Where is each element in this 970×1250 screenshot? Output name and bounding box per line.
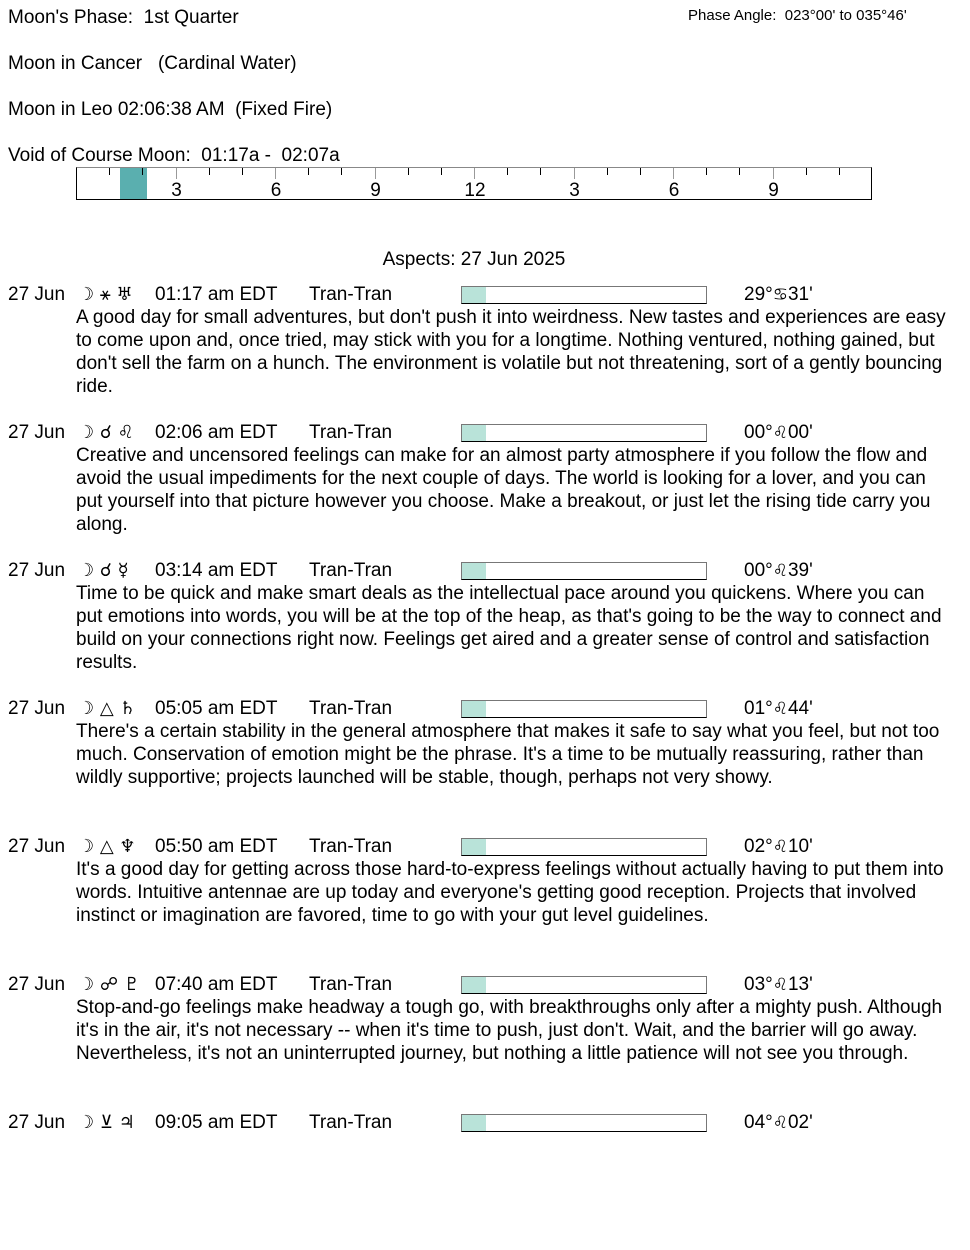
aspect-strength-bar <box>461 838 707 856</box>
aspect-degree: 00° <box>744 560 773 581</box>
aspect-minutes: 00' <box>787 422 813 443</box>
aspect-time: 05:05 am EDT <box>155 698 278 719</box>
zodiac-sign-icon: ♌ <box>772 423 788 443</box>
zodiac-sign-icon: ♌ <box>772 699 788 719</box>
aspect-minutes: 31' <box>787 284 813 305</box>
aspect-degree: 03° <box>744 974 773 995</box>
timeline-tick <box>308 168 309 175</box>
timeline-hour-label: 6 <box>668 180 680 201</box>
moon-ingress: Moon in Leo 02:06:38 AM (Fixed Fire) <box>8 99 333 120</box>
aspect-entry <box>0 284 960 422</box>
aspect-description: Creative and uncensored feelings can make for an almost party atmosphere if you follow the flow and avoid the usual impediments for the next couple of days. The world is looking for a lover, and you can put yourself into that picture however you choose. Make a breakout, or just let the rising tide carry you along. <box>76 445 931 535</box>
zodiac-sign-icon: ♌ <box>772 975 788 995</box>
timeline-tick <box>640 168 641 175</box>
timeline-tick <box>474 168 475 179</box>
aspect-strength-fill <box>462 425 486 441</box>
timeline-tick <box>773 168 774 179</box>
aspect-strength-bar <box>461 286 707 304</box>
aspect-description: Time to be quick and make smart deals as the intellectual pace around you quickens. Where you can put emotions into words, you will be at the top of the heap, as that's going to be the way to connect and build on your connections right now. Feelings get aired and a greater sense of control and satisfaction results. <box>76 583 942 673</box>
moon-phase: Moon's Phase: 1st Quarter <box>8 7 239 28</box>
aspect-date: 27 Jun <box>8 422 66 443</box>
aspect-strength-bar <box>461 1114 707 1132</box>
timeline-tick <box>142 168 143 175</box>
aspect-position <box>744 836 813 858</box>
aspect-strength-bar <box>461 424 707 442</box>
aspect-type: Tran-Tran <box>309 1112 393 1133</box>
aspect-strength-fill <box>462 563 486 579</box>
aspect-strength-bar <box>461 700 707 718</box>
timeline-tick <box>673 168 674 179</box>
timeline-tick <box>739 168 740 175</box>
aspect-degree: 02° <box>744 836 773 857</box>
aspect-degree: 00° <box>744 422 773 443</box>
aspect-description: It's a good day for getting across those hard-to-express feelings without actually having to put them into words. Intuitive antennae are up today and everyone's getting good reception. Projects that involved instinct or imagination are favored, time to go with your gut level guidelines. <box>76 859 944 926</box>
aspect-date: 27 Jun <box>8 560 66 581</box>
zodiac-sign-icon: ♌ <box>772 561 788 581</box>
aspect-description: A good day for small adventures, but don't push it into weirdness. New tastes and experiences are easy to come upon and, once tried, may stick with you for a longtime. Nothing ventured, nothing gained, but don't sell the farm on a hunch. The environment is volatile but not threatening, sort of a gently bouncing ride. <box>76 307 946 397</box>
timeline-tick <box>706 168 707 175</box>
timeline-tick <box>607 168 608 175</box>
aspect-time: 07:40 am EDT <box>155 974 278 995</box>
aspect-strength-fill <box>462 977 486 993</box>
aspect-position <box>744 698 813 720</box>
aspect-type: Tran-Tran <box>309 422 393 443</box>
aspect-strength-bar <box>461 562 707 580</box>
aspect-entry <box>0 698 960 836</box>
aspect-strength-fill <box>462 1115 486 1131</box>
aspect-minutes: 39' <box>787 560 813 581</box>
timeline-tick <box>176 168 177 179</box>
aspect-position <box>744 284 813 306</box>
aspect-minutes: 13' <box>787 974 813 995</box>
void-of-course: Void of Course Moon: 01:17a - 02:07a <box>8 145 340 166</box>
timeline-tick <box>507 168 508 175</box>
timeline-hour-label: 9 <box>370 180 381 201</box>
aspect-degree: 04° <box>744 1112 773 1133</box>
aspect-entry <box>0 1112 960 1250</box>
timeline-tick <box>275 168 276 179</box>
aspect-time: 02:06 am EDT <box>155 422 278 443</box>
phase-angle: Phase Angle: 023°00' to 035°46' <box>688 7 907 24</box>
timeline-tick <box>209 168 210 175</box>
aspect-glyphs-icon: ☽ △ ♄ <box>78 698 136 719</box>
aspect-entry <box>0 422 960 560</box>
aspect-position <box>744 1112 813 1134</box>
aspect-type: Tran-Tran <box>309 284 393 305</box>
aspects-title: Aspects: 27 Jun 2025 <box>382 249 566 270</box>
aspect-strength-fill <box>462 701 486 717</box>
aspect-glyphs-icon: ☽ ⊻ ♃ <box>78 1112 135 1133</box>
aspect-entry <box>0 836 960 974</box>
timeline-hour-label: 3 <box>569 180 580 201</box>
aspect-type: Tran-Tran <box>309 836 393 857</box>
aspect-degree: 29° <box>744 284 773 305</box>
aspect-strength-fill <box>462 287 486 303</box>
timeline-tick <box>109 168 110 175</box>
aspect-entry <box>0 974 960 1112</box>
aspect-degree: 01° <box>744 698 773 719</box>
aspect-type: Tran-Tran <box>309 974 393 995</box>
timeline-tick <box>441 168 442 175</box>
aspect-type: Tran-Tran <box>309 698 393 719</box>
aspect-entry <box>0 560 960 698</box>
timeline-tick <box>806 168 807 175</box>
aspect-description: Stop-and-go feelings make headway a tough go, with breakthroughs only after a mighty push. Although it's in the air, it's not necessary -- when it's time to push, just don't. Wait, and the barrier will go away. Nevertheless, it's not an uninterrupted journey, but nothing a little patience will not see you through. <box>76 997 943 1064</box>
aspect-date: 27 Jun <box>8 836 66 857</box>
aspect-position <box>744 422 813 444</box>
aspect-time: 05:50 am EDT <box>155 836 278 857</box>
timeline-tick <box>242 168 243 175</box>
aspect-time: 09:05 am EDT <box>155 1112 278 1133</box>
timeline-tick <box>375 168 376 179</box>
moon-sign: Moon in Cancer (Cardinal Water) <box>8 53 297 74</box>
aspect-strength-fill <box>462 839 486 855</box>
timeline-tick <box>408 168 409 175</box>
aspect-minutes: 02' <box>787 1112 813 1133</box>
aspect-glyphs-icon: ☽ ⚹ ♅ <box>78 284 133 305</box>
timeline-hour-label: 3 <box>171 180 182 201</box>
aspect-glyphs-icon: ☽ ☍ ♇ <box>78 974 140 995</box>
timeline-hour-label: 9 <box>768 180 779 201</box>
aspect-minutes: 44' <box>787 698 813 719</box>
aspect-glyphs-icon: ☽ ☌ ☿ <box>78 560 129 581</box>
aspect-strength-bar <box>461 976 707 994</box>
zodiac-sign-icon: ♋ <box>772 285 788 305</box>
aspect-position <box>744 560 813 582</box>
aspect-type: Tran-Tran <box>309 560 393 581</box>
aspect-minutes: 10' <box>787 836 813 857</box>
zodiac-sign-icon: ♌ <box>772 837 788 857</box>
aspect-time: 03:14 am EDT <box>155 560 278 581</box>
aspect-description: There's a certain stability in the general atmosphere that makes it safe to say what you feel, but not too much. Conservation of emotion might be the phrase. It's a time to be mutually reassuring, rather than wildly supportive; projects launched will be stable, though, perhaps not very showy. <box>76 721 940 788</box>
timeline-tick <box>839 168 840 175</box>
void-of-course-timeline <box>76 167 872 200</box>
aspect-glyphs-icon: ☽ △ ♆ <box>78 836 136 857</box>
timeline-tick <box>574 168 575 179</box>
aspect-date: 27 Jun <box>8 698 66 719</box>
aspect-time: 01:17 am EDT <box>155 284 278 305</box>
aspect-glyphs-icon: ☽ ☌ ♌ <box>78 422 134 443</box>
aspect-position <box>744 974 813 996</box>
aspect-date: 27 Jun <box>8 1112 66 1133</box>
timeline-tick <box>540 168 541 175</box>
timeline-hour-label: 6 <box>270 180 282 201</box>
timeline-hour-label: 12 <box>464 180 486 201</box>
zodiac-sign-icon: ♌ <box>772 1113 788 1133</box>
aspect-date: 27 Jun <box>8 974 66 995</box>
timeline-tick <box>341 168 342 175</box>
aspect-date: 27 Jun <box>8 284 66 305</box>
